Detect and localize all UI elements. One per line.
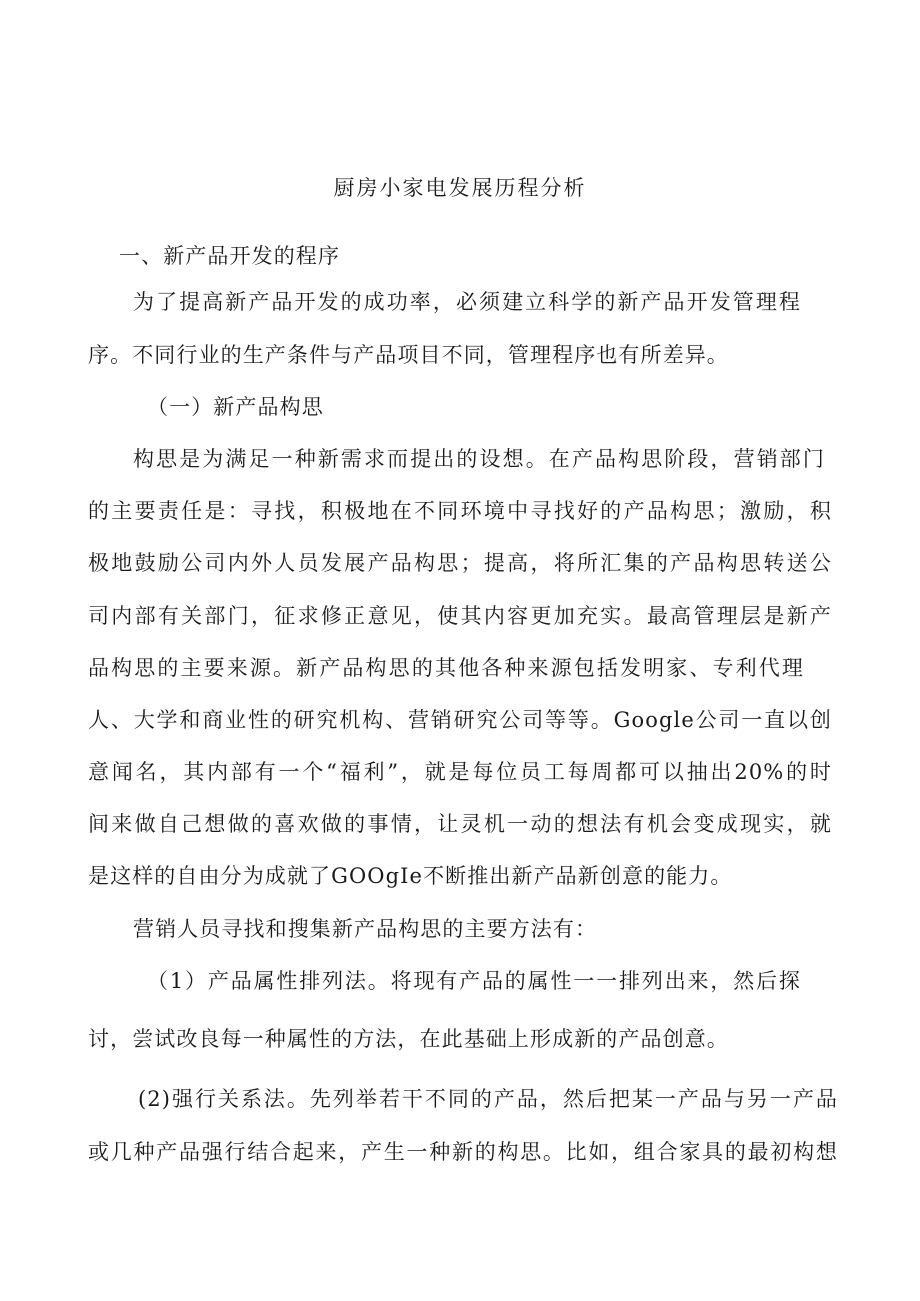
concept-line-5: 品构思的主要来源。新产品构思的其他各种来源包括发明家、专利代理: [88, 656, 804, 680]
method2-line-2: 或几种产品强行结合起来，产生一种新的构思。比如，组合家具的最初构想: [88, 1140, 838, 1164]
method1-line-1: （1）产品属性排列法。将现有产品的属性一一排列出来，然后探: [147, 969, 801, 993]
concept-line-1: 构思是为满足一种新需求而提出的设想。在产品构思阶段，营销部门: [133, 447, 825, 471]
concept-line-2: 的主要责任是：寻找，积极地在不同环境中寻找好的产品构思；激励，积: [88, 499, 832, 523]
concept-line-4: 司内部有关部门，征求修正意见，使其内容更加充实。最高管理层是新产: [88, 604, 832, 628]
methods-intro: 营销人员寻找和搜集新产品构思的主要方法有：: [133, 917, 598, 941]
concept-line-6: 人、大学和商业性的研究机构、营销研究公司等等。Google公司一直以创: [88, 708, 832, 732]
method2-line-1: (2)强行关系法。先列举若干不同的产品，然后把某一产品与另一产品: [138, 1087, 838, 1111]
intro-line-1: 为了提高新产品开发的成功率，必须建立科学的新产品开发管理程: [133, 290, 801, 314]
intro-line-2: 序。不同行业的生产条件与产品项目不同，管理程序也有所差异。: [88, 343, 729, 367]
subsection-heading: （一）新产品构思: [147, 395, 324, 419]
concept-line-8: 间来做自己想做的喜欢做的事情，让灵机一动的想法有机会变成现实，就: [88, 812, 832, 836]
section-heading: 一、新产品开发的程序: [119, 244, 340, 268]
concept-line-7: 意闻名，其内部有一个“福利”，就是每位员工每周都可以抽出20%的时: [88, 760, 832, 784]
concept-line-3: 极地鼓励公司内外人员发展产品构思；提高，将所汇集的产品构思转送公: [88, 551, 832, 575]
document-title: 厨房小家电发展历程分析: [333, 176, 587, 200]
method1-line-2: 讨，尝试改良每一种属性的方法，在此基础上形成新的产品创意。: [88, 1027, 729, 1051]
concept-line-9: 是这样的自由分为成就了GOOgIe不断推出新产品新创意的能力。: [88, 864, 733, 888]
